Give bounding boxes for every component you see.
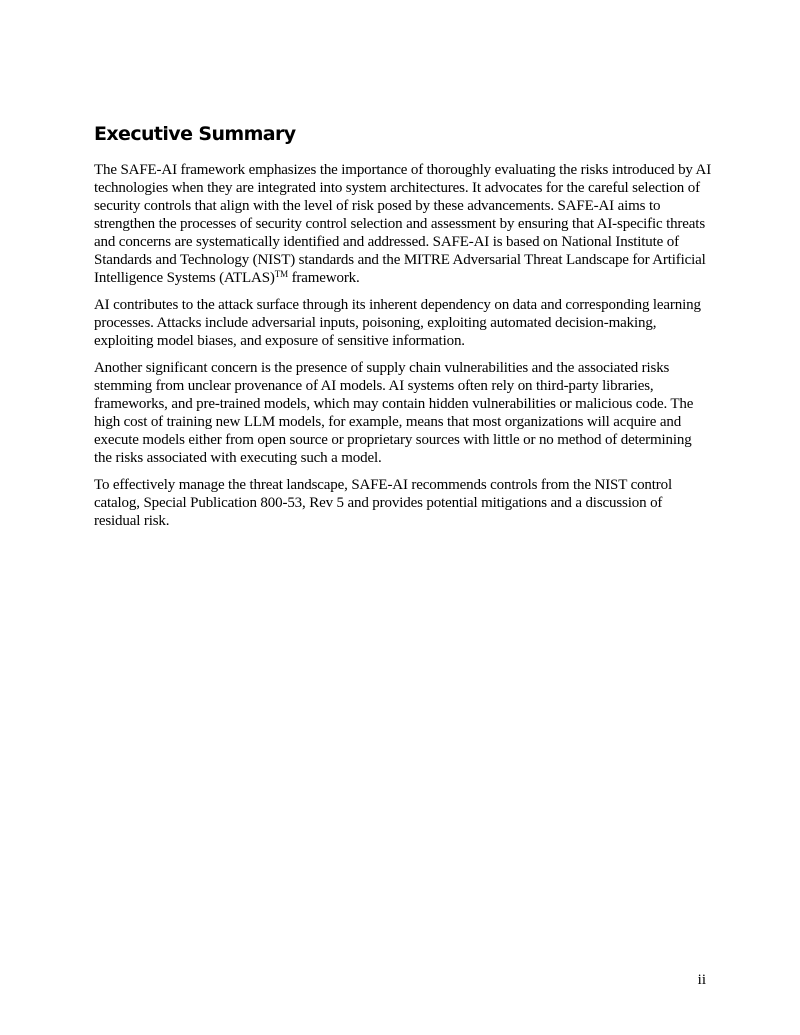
paragraph-framework-overview xyxy=(94,161,712,287)
paragraph-threat-landscape: To effectively manage the threat landscape, SAFE-AI recommends controls from the NIST control catalog, Special Publication 800-53, Rev 5 and provides potential mitigations and a discussion of residual risk. xyxy=(94,477,673,529)
paragraph-supply-chain: Another significant concern is the presence of supply chain vulnerabilities and the associated risks stemming from unclear provenance of AI models. AI systems often rely on third-party libraries, frameworks, and pre-trained models, which may contain hidden vulnerabilities or malicious code. The high cost of training new LLM models, for example, means that most organizations will acquire and execute models either from open source or proprietary sources with little or no method of determining the risks associated with executing such a model. xyxy=(94,360,694,466)
page-content xyxy=(94,121,712,539)
paragraph-attack-surface: AI contributes to the attack surface through its inherent dependency on data and corresponding learning processes. Attacks include adversarial inputs, poisoning, exploiting automated decision-making, exploiting model biases, and exposure of sensitive information. xyxy=(94,297,701,349)
page-number: ii xyxy=(697,972,706,988)
paragraph-1-text: The SAFE-AI framework emphasizes the importance of thoroughly evaluating the risks introduced by AI technologies when they are integrated into system architectures. It advocates for the careful selection of security controls that align with the level of risk posed by these advancements. SAFE-AI aims to strengthen the processes of security control selection and assessment by ensuring that AI-specific threats and concerns are systematically identified and addressed. SAFE-AI is based on National Institute of Standards and Technology (NIST) standards and the MITRE Adversarial Threat Landscape for Artificial Intelligence Systems (ATLAS) xyxy=(94,162,712,286)
section-heading: Executive Summary xyxy=(94,123,296,145)
trademark-superscript: TM xyxy=(274,269,288,279)
paragraph-1-tail: framework. xyxy=(287,270,360,286)
